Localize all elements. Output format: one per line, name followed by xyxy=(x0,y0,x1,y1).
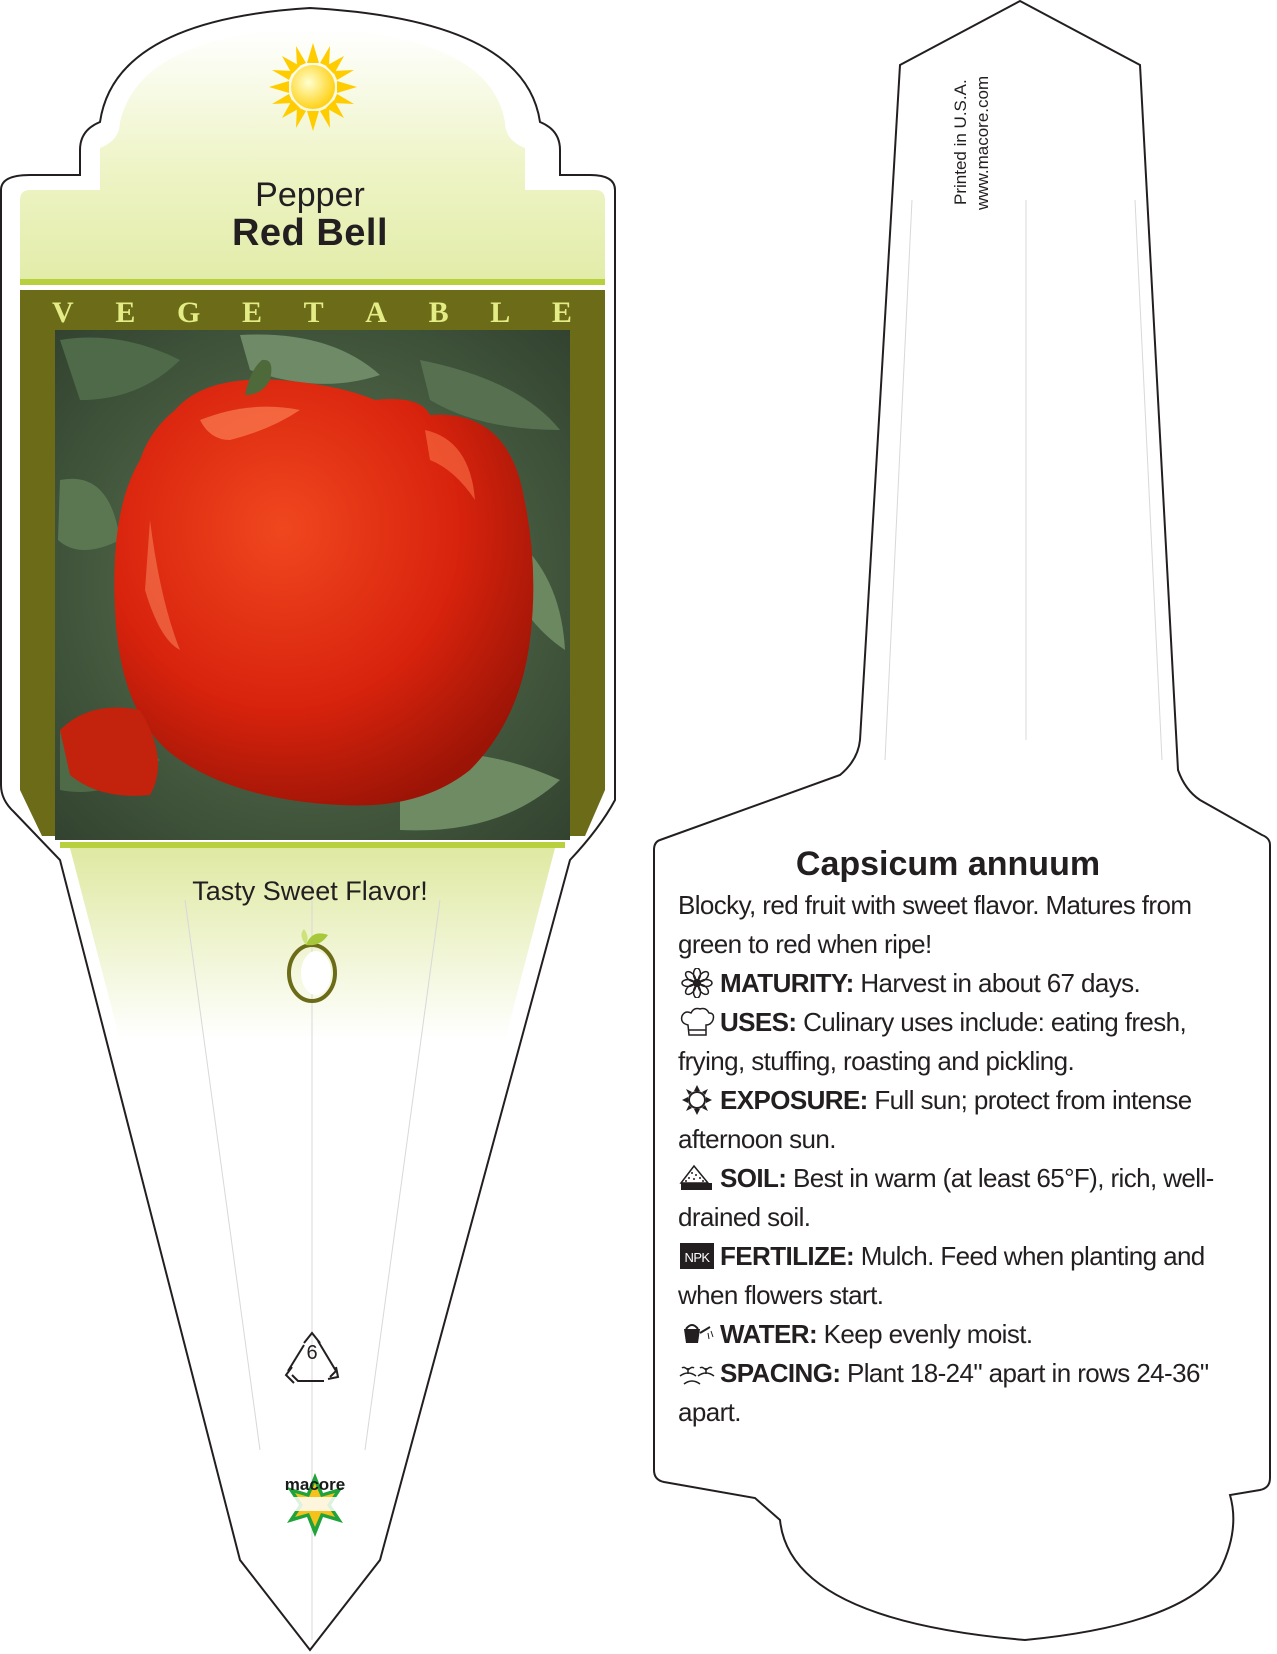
info-soil xyxy=(678,1159,1248,1237)
category-letter: E xyxy=(115,296,136,329)
category-letter: T xyxy=(303,296,324,329)
info-spacing xyxy=(678,1354,1248,1432)
chef-hat-icon xyxy=(678,1007,716,1037)
info-uses xyxy=(678,1003,1248,1081)
category-letter: E xyxy=(551,296,572,329)
exposure-label: EXPOSURE: xyxy=(720,1085,868,1115)
svg-text:NPK: NPK xyxy=(684,1250,710,1265)
info-maturity xyxy=(678,964,1248,1003)
category-letter: B xyxy=(428,296,449,329)
info-exposure xyxy=(678,1081,1248,1159)
full-sun-icon xyxy=(269,43,357,131)
category-letter: V xyxy=(52,296,74,329)
watering-can-icon xyxy=(678,1319,716,1349)
bottom-accent-line xyxy=(60,842,565,848)
exposure-text: Full sun; protect from intense afternoon sun. xyxy=(678,1085,1192,1154)
info-fertilize xyxy=(678,1237,1248,1315)
botanical-name: Capsicum annuum xyxy=(795,845,1101,883)
print-info xyxy=(951,50,992,250)
sprout-spacing-icon xyxy=(678,1358,716,1388)
category-letter: L xyxy=(490,296,511,329)
info-water xyxy=(678,1315,1248,1354)
sun-outline-icon xyxy=(678,1085,716,1115)
description: Blocky, red fruit with sweet flavor. Matures from green to red when ripe! xyxy=(678,890,1192,959)
npk-fertilizer-icon xyxy=(678,1241,716,1271)
soil-pile-icon xyxy=(678,1163,716,1193)
category-letter: G xyxy=(176,296,201,329)
plant-variety-name: Red Bell xyxy=(231,212,389,254)
water-text: Keep evenly moist. xyxy=(823,1319,1033,1349)
category-letter: E xyxy=(241,296,262,329)
category-letter: A xyxy=(365,296,387,329)
soil-label: SOIL: xyxy=(720,1163,787,1193)
spacing-label: SPACING: xyxy=(720,1358,841,1388)
maturity-label: MATURITY: xyxy=(720,968,854,998)
tagline: Tasty Sweet Flavor! xyxy=(192,876,428,906)
uses-label: USES: xyxy=(720,1007,797,1037)
fertilize-label: FERTILIZE: xyxy=(720,1241,855,1271)
soil-text: Best in warm (at least 65°F), rich, well-drained soil. xyxy=(678,1163,1214,1232)
back-info-panel xyxy=(678,845,1248,1432)
category-band xyxy=(52,296,572,330)
brand-name: macore xyxy=(284,1475,346,1494)
website-text: www.macore.com xyxy=(973,75,992,210)
spacing-text: Plant 18-24" apart in rows 24-36" apart. xyxy=(678,1358,1209,1427)
flower-icon xyxy=(678,968,716,998)
uses-text: Culinary uses include: eating fresh, frying, stuffing, roasting and pickling. xyxy=(678,1007,1187,1076)
red-bell-pepper-photo xyxy=(55,330,570,840)
top-accent-line xyxy=(20,279,605,285)
fertilize-text: Mulch. Feed when planting and when flowers start. xyxy=(678,1241,1205,1310)
recycle-code: 6 xyxy=(306,1342,318,1364)
printed-in-text: Printed in U.S.A. xyxy=(951,79,970,205)
plant-common-name: Pepper xyxy=(255,176,365,214)
maturity-text: Harvest in about 67 days. xyxy=(860,968,1141,998)
water-label: WATER: xyxy=(720,1319,818,1349)
